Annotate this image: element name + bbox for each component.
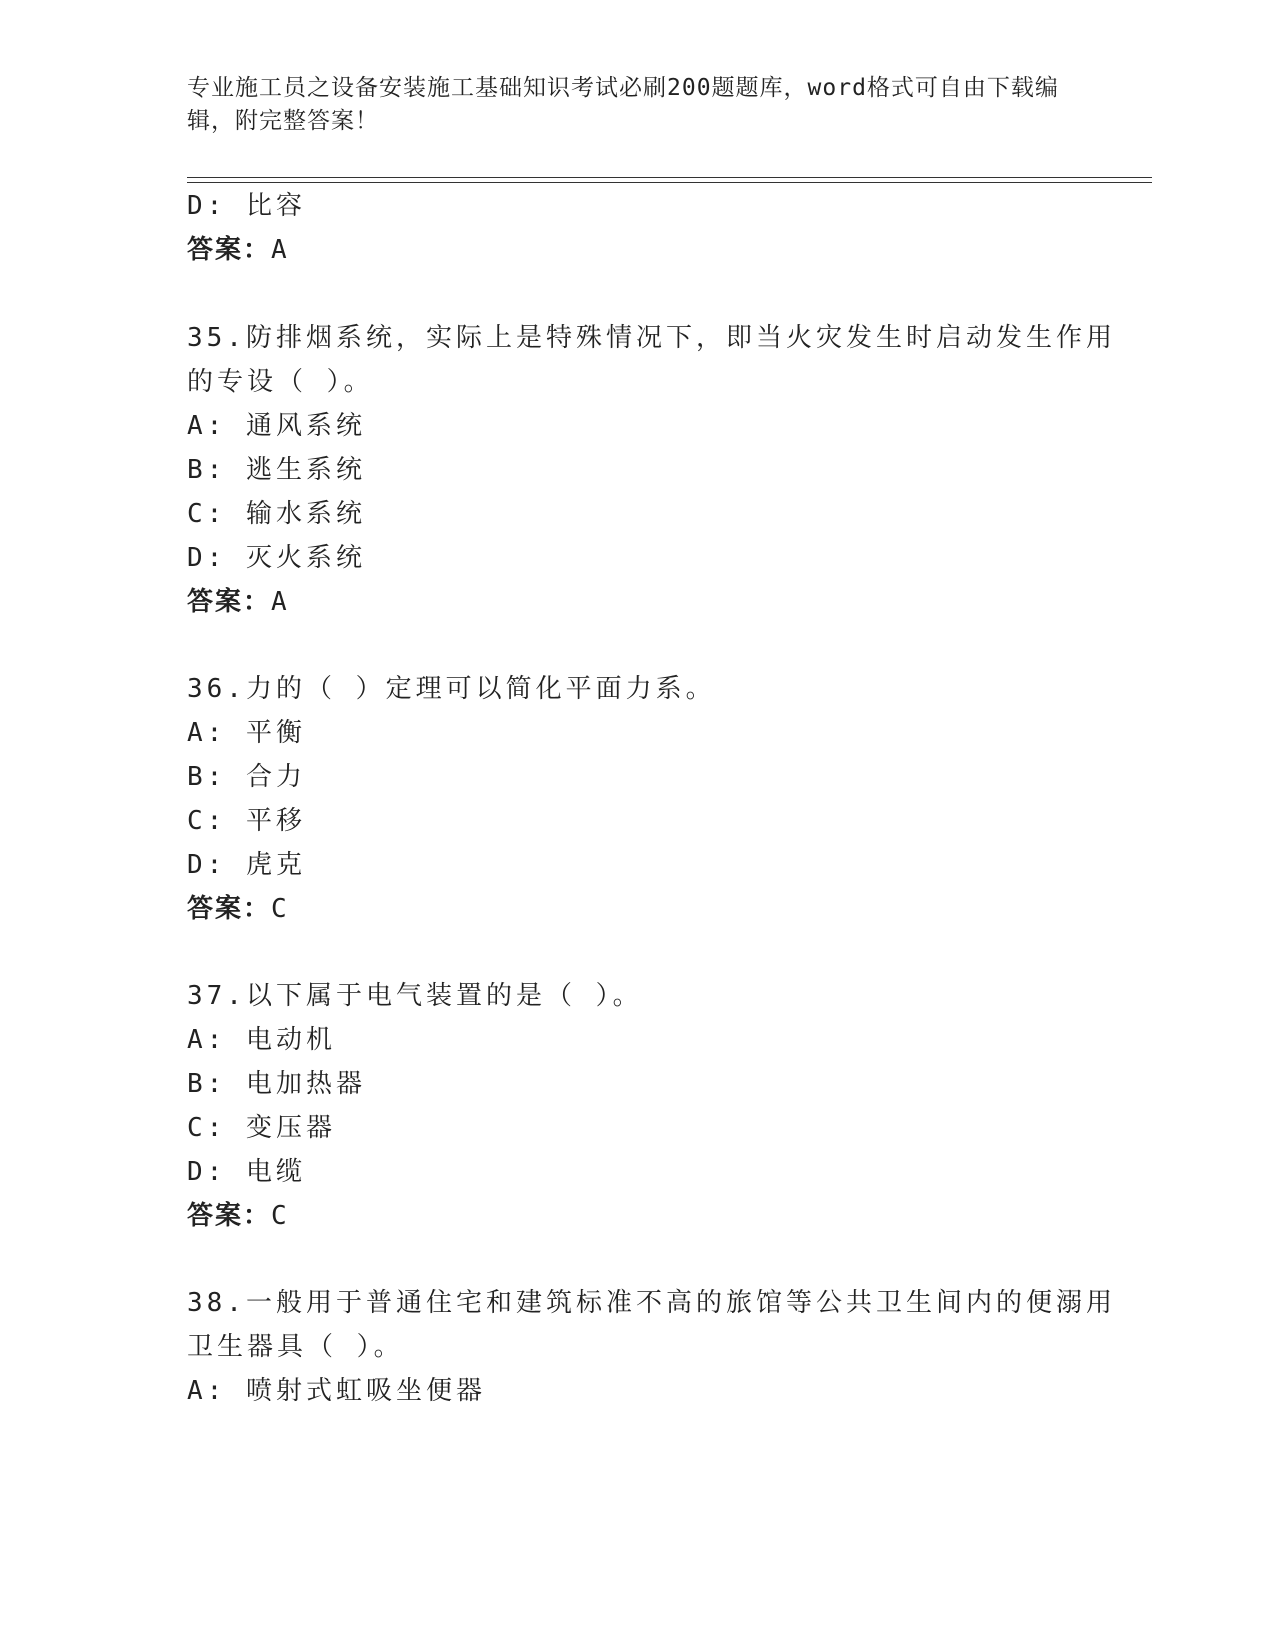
q37-option-a: A: 电动机 — [187, 1025, 336, 1055]
q37-option-d: D: 电缆 — [187, 1157, 306, 1187]
q35-stem-line2: 的专设（ ）。 — [187, 367, 374, 397]
q36-option-a: A: 平衡 — [187, 718, 306, 748]
answer-value: C — [271, 894, 289, 924]
answer-value: A — [271, 235, 289, 265]
q36-option-d: D: 虎克 — [187, 850, 306, 880]
q38-stem-line2: 卫生器具（ ）。 — [187, 1332, 404, 1362]
q36-answer — [187, 893, 289, 925]
q35-option-c: C: 输水系统 — [187, 499, 366, 529]
q37-stem-line1: 37.以下属于电气装置的是（ ）。 — [187, 981, 643, 1011]
prev-question-answer — [187, 234, 289, 266]
q37-answer — [187, 1200, 289, 1232]
header-divider-bottom — [187, 182, 1152, 183]
q35-option-a: A: 通风系统 — [187, 411, 366, 441]
q35-answer — [187, 586, 289, 618]
answer-label: 答案： — [187, 587, 272, 617]
q38-option-a: A: 喷射式虹吸坐便器 — [187, 1376, 486, 1406]
header-divider-top — [187, 177, 1152, 178]
q35-option-b: B: 逃生系统 — [187, 455, 366, 485]
answer-label: 答案： — [187, 235, 272, 265]
q38-stem-line1: 38.一般用于普通住宅和建筑标准不高的旅馆等公共卫生间内的便溺用 — [187, 1288, 1116, 1318]
q36-option-c: C: 平移 — [187, 806, 306, 836]
q35-option-d: D: 灭火系统 — [187, 543, 366, 573]
answer-value: A — [271, 587, 289, 617]
answer-label: 答案： — [187, 894, 272, 924]
q36-stem-line1: 36.力的（ ）定理可以简化平面力系。 — [187, 674, 716, 704]
q37-option-b: B: 电加热器 — [187, 1069, 366, 1099]
q36-option-b: B: 合力 — [187, 762, 306, 792]
document-header: 专业施工员之设备安装施工基础知识考试必刷200题题库，word格式可自由下载编辑，附完整答案！ — [187, 75, 1059, 134]
q35-stem-line1: 35.防排烟系统，实际上是特殊情况下，即当火灾发生时启动发生作用 — [187, 323, 1116, 353]
q37-option-c: C: 变压器 — [187, 1113, 336, 1143]
answer-label: 答案： — [187, 1201, 272, 1231]
answer-value: C — [271, 1201, 289, 1231]
prev-question-option-d: D: 比容 — [187, 191, 306, 221]
